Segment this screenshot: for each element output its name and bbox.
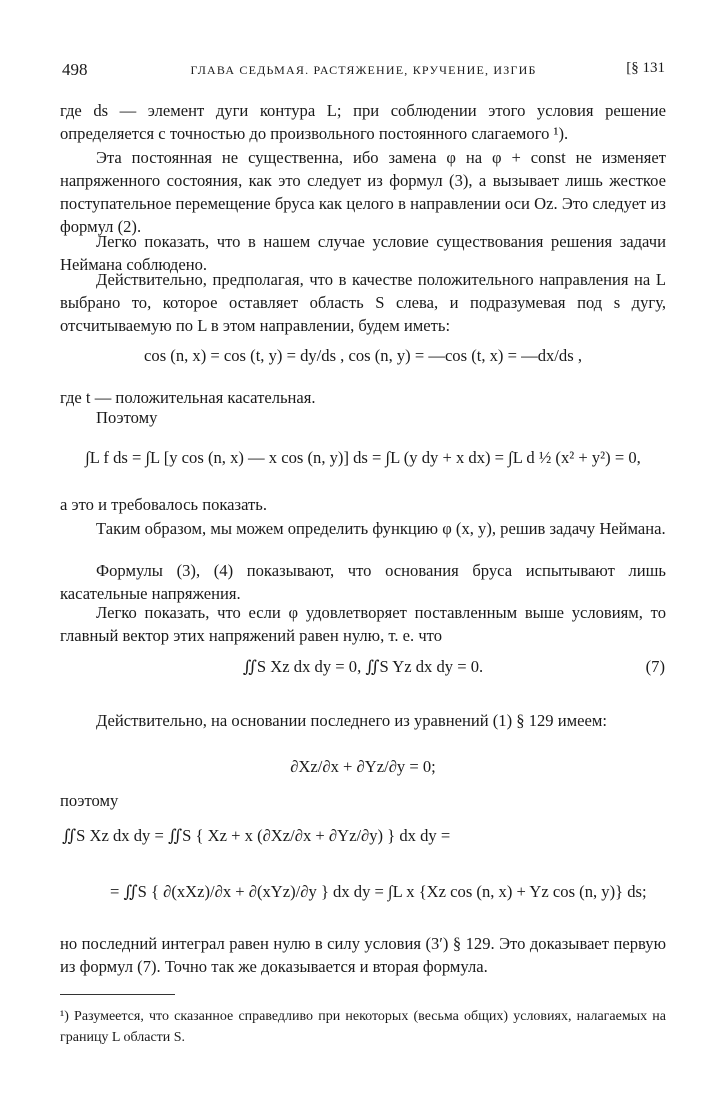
paragraph-7: а это и требовалось показать.	[60, 495, 268, 514]
paragraph-11: Действительно, на основании последнего из уравнений (1) § 129 имеем:	[96, 711, 607, 730]
paragraph-9: Формулы (3), (4) показывают, что основания бруса испытывают лишь касательные напряжения.	[60, 561, 666, 603]
paragraph-8: Таким образом, мы можем определить функцию φ (x, y), решив задачу Неймана.	[96, 519, 666, 538]
paragraph-13: но последний интеграл равен нулю в силу условия (3′) § 129. Это доказывает первую из формул (7). Точно так же доказывается и вторая формула.	[60, 934, 666, 976]
equation-7: ∬S Xz dx dy = 0, ∬S Yz dx dy = 0.	[242, 657, 484, 676]
paragraph-5: где t — положительная касательная.	[60, 388, 316, 407]
footnote: ¹) Разумеется, что сказанное справедливо при некоторых (весьма общих) условиях, налагаемых на границу L области S.	[60, 1009, 666, 1045]
paragraph-3: Легко показать, что в нашем случае условие существования решения задачи Неймана соблюдено.	[60, 232, 666, 274]
equation-long-line-2: = ∬S { ∂(xXz)/∂x + ∂(xYz)/∂y } dx dy = ∫L x {Xz cos (n, x) + Yz cos (n, y)} ds;	[110, 882, 647, 901]
footnote-divider	[60, 994, 175, 995]
equation-cosines: cos (n, x) = cos (t, y) = dy/ds , cos (n, y) = —cos (t, x) = —dx/ds ,	[144, 346, 582, 365]
equation-divergence: ∂Xz/∂x + ∂Yz/∂y = 0;	[290, 757, 436, 776]
paragraph-10: Легко показать, что если φ удовлетворяет поставленным выше условиям, то главный вектор этих напряжений равен нулю, т. е. что	[60, 603, 666, 645]
equation-long-line-1: ∬S Xz dx dy = ∬S { Xz + x (∂Xz/∂x + ∂Yz/∂y) } dx dy =	[62, 826, 451, 845]
equation-7-number: (7)	[645, 657, 665, 676]
paragraph-12: поэтому	[60, 791, 119, 810]
section-number: [§ 131	[626, 60, 665, 76]
paragraph-1: где ds — элемент дуги контура L; при соблюдении этого условия решение определяется с точностью до произвольного постоянного слагаемого ¹).	[60, 101, 666, 143]
paragraph-2: Эта постоянная не существенна, ибо замена φ на φ + const не изменяет напряженного состояния, как это следует из формул (3), а вызывает лишь жесткое поступательное перемещение бруса как целого в направлении оси Oz. Это следует из формул (2).	[60, 148, 666, 236]
equation-boundary-integral: ∫L f ds = ∫L [y cos (n, x) — x cos (n, y)] ds = ∫L (y dy + x dx) = ∫L d ½ (x² + y²) = 0,	[85, 448, 641, 467]
chapter-title: ГЛАВА СЕДЬМАЯ. РАСТЯЖЕНИЕ, КРУЧЕНИЕ, ИЗГИБ	[190, 63, 537, 77]
paragraph-4: Действительно, предполагая, что в качестве положительного направления на L выбрано то, которое оставляет область S слева, и подразумевая под s дугу, отсчитываемую по L в этом направлении, будем иметь:	[60, 270, 666, 335]
running-header	[60, 60, 667, 80]
page-number: 498	[62, 60, 88, 79]
paragraph-6: Поэтому	[96, 408, 158, 427]
